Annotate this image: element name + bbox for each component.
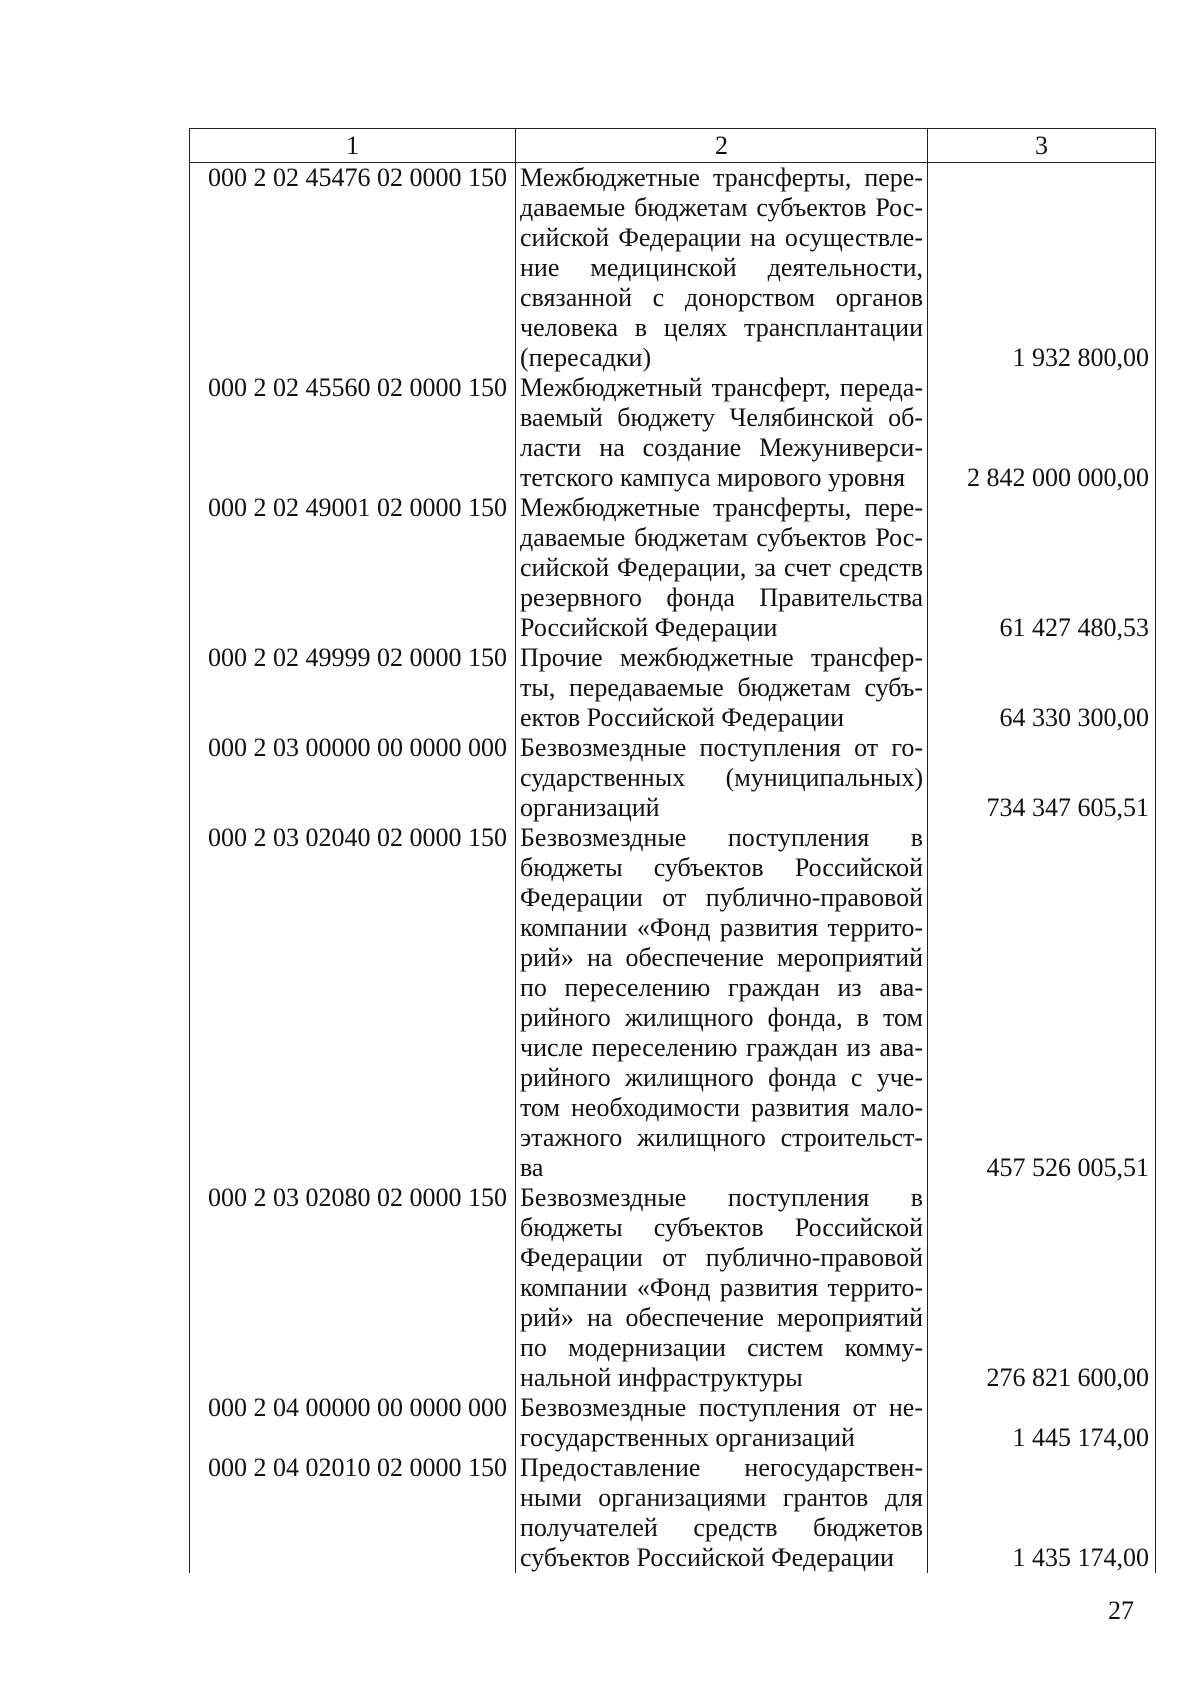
revenue-name-line: Межбюджетные трансферты, пере- xyxy=(520,493,923,522)
revenue-name-line: компании «Фонд развития террито- xyxy=(520,1273,923,1302)
revenue-name-line: получателей средств бюджетов xyxy=(520,1513,923,1542)
revenue-name-line: субъектов Российской Федерации xyxy=(520,1543,894,1572)
revenue-name-line: сийской Федерации, за счет средств xyxy=(520,553,923,582)
revenue-name-line: Межбюджетные трансферты, пере- xyxy=(520,163,923,192)
table-body xyxy=(190,163,1156,1574)
header-col-3: 3 xyxy=(928,129,1156,163)
amount-cell: 1 932 800,00 xyxy=(928,163,1156,374)
revenue-name-line: человека в целях трансплантации xyxy=(520,313,923,342)
revenue-name-line: рийного жилищного фонда, в том xyxy=(520,1003,923,1032)
header-col-2: 2 xyxy=(516,129,928,163)
budget-code-cell: 000 2 03 00000 00 0000 000 xyxy=(190,733,516,823)
revenue-name-line: ласти на создание Межуниверси- xyxy=(520,433,923,462)
revenue-name-line: ектов Российской Федерации xyxy=(520,703,845,732)
revenue-name-line: по модернизации систем комму- xyxy=(520,1333,923,1362)
revenue-name-line: связанной с донорством органов xyxy=(520,283,923,312)
revenue-name-line: том необходимости развития мало- xyxy=(520,1093,923,1122)
revenue-name-line: Безвозмездные поступления в xyxy=(520,1183,923,1212)
amount-cell: 276 821 600,00 xyxy=(928,1183,1156,1393)
revenue-name-line: Предоставление негосударствен- xyxy=(520,1453,923,1482)
budget-code-cell: 000 2 04 02010 02 0000 150 xyxy=(190,1453,516,1573)
revenue-name-line: резервного фонда Правительства xyxy=(520,583,923,612)
revenue-name-line: Федерации от публично-правовой xyxy=(520,1243,923,1272)
table-row xyxy=(190,373,1156,493)
amount-cell: 1 435 174,00 xyxy=(928,1453,1156,1573)
budget-code-cell: 000 2 03 02040 02 0000 150 xyxy=(190,823,516,1183)
revenue-name-line: бюджеты субъектов Российской xyxy=(520,853,923,882)
revenue-name-line: бюджеты субъектов Российской xyxy=(520,1213,923,1242)
revenue-name-cell xyxy=(516,493,928,643)
revenue-name-line: этажного жилищного строительст- xyxy=(520,1123,923,1152)
table-row xyxy=(190,733,1156,823)
table-row xyxy=(190,1453,1156,1573)
amount-cell: 2 842 000 000,00 xyxy=(928,373,1156,493)
budget-code-cell: 000 2 02 49001 02 0000 150 xyxy=(190,493,516,643)
revenue-name-line: рийного жилищного фонда с уче- xyxy=(520,1063,923,1092)
revenue-name-cell xyxy=(516,1183,928,1393)
revenue-name-cell xyxy=(516,733,928,823)
revenue-name-line: Федерации от публично-правовой xyxy=(520,883,923,912)
budget-code-cell: 000 2 04 00000 00 0000 000 xyxy=(190,1393,516,1453)
revenue-name-line: нальной инфраструктуры xyxy=(520,1363,803,1392)
revenue-name-line: ты, передаваемые бюджетам субъ- xyxy=(520,673,923,702)
revenue-name-line: Межбюджетный трансферт, переда- xyxy=(520,373,923,402)
revenue-name-line: Безвозмездные поступления в xyxy=(520,823,923,852)
revenue-name-line: ваемый бюджету Челябинской об- xyxy=(520,403,923,432)
page-number: 27 xyxy=(1108,1596,1134,1625)
budget-code-cell: 000 2 03 02080 02 0000 150 xyxy=(190,1183,516,1393)
revenue-name-cell xyxy=(516,643,928,733)
header-col-1: 1 xyxy=(190,129,516,163)
budget-code-cell: 000 2 02 45476 02 0000 150 xyxy=(190,163,516,374)
revenue-name-line: Безвозмездные поступления от не- xyxy=(520,1393,923,1422)
revenue-name-line: ва xyxy=(520,1153,544,1182)
budget-code-cell: 000 2 02 45560 02 0000 150 xyxy=(190,373,516,493)
revenue-name-cell xyxy=(516,1393,928,1453)
amount-cell: 61 427 480,53 xyxy=(928,493,1156,643)
revenue-name-cell xyxy=(516,373,928,493)
amount-cell: 734 347 605,51 xyxy=(928,733,1156,823)
revenue-name-line: государственных организаций xyxy=(520,1423,855,1452)
revenue-name-line: рий» на обеспечение мероприятий xyxy=(520,1303,923,1332)
amount-cell: 457 526 005,51 xyxy=(928,823,1156,1183)
table-row xyxy=(190,1183,1156,1393)
amount-cell: 64 330 300,00 xyxy=(928,643,1156,733)
header-row xyxy=(190,129,1156,163)
budget-code-cell: 000 2 02 49999 02 0000 150 xyxy=(190,643,516,733)
budget-table xyxy=(189,128,1156,1573)
table-row xyxy=(190,163,1156,374)
revenue-name-cell xyxy=(516,163,928,374)
table-header xyxy=(190,129,1156,163)
table-row xyxy=(190,493,1156,643)
revenue-name-line: по переселению граждан из ава- xyxy=(520,973,923,1002)
revenue-name-line: ние медицинской деятельности, xyxy=(520,253,923,282)
revenue-name-line: сийской Федерации на осуществле- xyxy=(520,223,923,252)
revenue-name-line: организаций xyxy=(520,793,660,822)
revenue-name-line: компании «Фонд развития террито- xyxy=(520,913,923,942)
table-row xyxy=(190,643,1156,733)
table-row xyxy=(190,1393,1156,1453)
revenue-name-line: числе переселению граждан из ава- xyxy=(520,1033,923,1062)
table-row xyxy=(190,823,1156,1183)
revenue-name-line: Российской Федерации xyxy=(520,613,778,642)
revenue-name-cell xyxy=(516,823,928,1183)
revenue-name-line: даваемые бюджетам субъектов Рос- xyxy=(520,523,923,552)
revenue-name-line: рий» на обеспечение мероприятий xyxy=(520,943,923,972)
revenue-name-line: тетского кампуса мирового уровня xyxy=(520,463,906,492)
revenue-name-line: (пересадки) xyxy=(520,343,652,372)
revenue-name-cell xyxy=(516,1453,928,1573)
amount-cell: 1 445 174,00 xyxy=(928,1393,1156,1453)
revenue-name-line: ными организациями грантов для xyxy=(520,1483,923,1512)
revenue-name-line: даваемые бюджетам субъектов Рос- xyxy=(520,193,923,222)
revenue-name-line: сударственных (муниципальных) xyxy=(520,763,923,792)
revenue-name-line: Безвозмездные поступления от го- xyxy=(520,733,923,762)
revenue-name-line: Прочие межбюджетные трансфер- xyxy=(520,643,923,672)
